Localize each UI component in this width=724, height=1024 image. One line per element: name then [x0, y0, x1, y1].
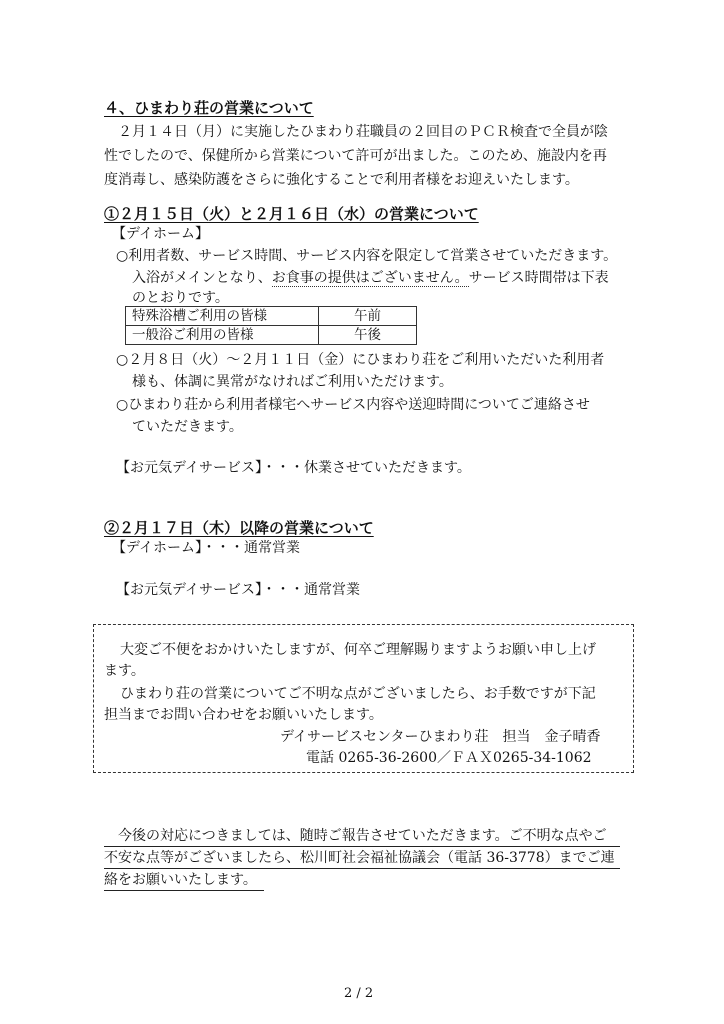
part1-heading: ①２月１５日（火）と２月１６日（水）の営業について	[104, 205, 479, 223]
closing-line-3: 絡をお願いいたします。	[104, 872, 257, 888]
table-cell-time: 午後	[319, 326, 417, 345]
table-row	[126, 307, 417, 326]
bullet1-line-2	[132, 268, 609, 288]
service-time-table	[125, 306, 417, 345]
intro-line-2: 性でしたので、保健所から営業について許可が出ました。このため、施設内を再	[104, 148, 607, 164]
closing-line-2: 不安な点等がございましたら、松川町社会福祉協議会（電話 36-3778）までご連	[104, 850, 615, 866]
contact-phone: 電話 0265-36-2600／ＦＡＸ0265-34-1062	[306, 750, 592, 766]
dayhome-normal: 【デイホーム】・・・通常営業	[112, 540, 301, 556]
bullet3-line-1: ○ひまわり荘から利用者様宅へサービス内容や送迎時間についてご連絡させ	[116, 397, 590, 413]
notice-line-2: ます。	[104, 663, 145, 679]
table-row	[126, 326, 417, 345]
no-meals-note: お食事の提供はございません。	[271, 270, 469, 286]
part2-heading: ②２月１７日（木）以降の営業について	[104, 519, 374, 537]
contact-name: デイサービスセンターひまわり荘 担当 金子晴香	[280, 729, 601, 745]
table-cell-service: 特殊浴槽ご利用の皆様	[126, 307, 319, 326]
bullet1-line-2-post: サービス時間帯は下表	[468, 270, 609, 286]
bullet3-line-2: ていただきます。	[132, 419, 243, 435]
intro-line-3: 度消毒し、感染防護をさらに強化することで利用者様をお迎えいたします。	[104, 172, 579, 188]
intro-line-1: ２月１４日（月）に実施したひまわり荘職員の２回目のＰＣＲ検査で全員が陰	[118, 124, 608, 140]
genki-normal: 【お元気デイサービス】・・・通常営業	[116, 582, 361, 598]
genki-closed: 【お元気デイサービス】・・・休業させていただきます。	[116, 460, 471, 476]
notice-line-1: 大変ご不便をおかけいたしますが、何卒ご理解賜りますようお願い申し上げ	[120, 642, 596, 658]
bullet2-line-1: ○２月８日（火）～２月１１日（金）にひまわり荘をご利用いただいた利用者	[116, 352, 605, 368]
closing-line-1: 今後の対応につきましては、随時ご報告させていただきます。ご不明な点やご	[118, 828, 607, 844]
page-number: 2 / 2	[344, 986, 374, 1001]
table-cell-time: 午前	[319, 307, 417, 326]
bullet1-line-1: ○利用者数、サービス時間、サービス内容を限定して営業させていただきます。	[116, 248, 618, 264]
closing-underline-1	[104, 846, 620, 847]
bullet2-line-2: 様も、体調に異常がなければご利用いただけます。	[132, 374, 453, 390]
section-heading: ４、ひまわり荘の営業について	[104, 99, 314, 117]
bullet1-line-3: のとおりです。	[132, 290, 229, 306]
notice-line-3: ひまわり荘の営業についてご不明な点がございましたら、お手数ですが下記	[120, 686, 596, 702]
closing-underline-2	[104, 868, 620, 869]
dayhome-label: 【デイホーム】	[112, 226, 210, 242]
table-cell-service: 一般浴ご利用の皆様	[126, 326, 319, 345]
closing-underline-3	[104, 890, 264, 891]
bullet1-line-2-pre: 入浴がメインとなり、	[132, 270, 272, 286]
notice-line-4: 担当までお問い合わせをお願いいたします。	[104, 707, 383, 723]
